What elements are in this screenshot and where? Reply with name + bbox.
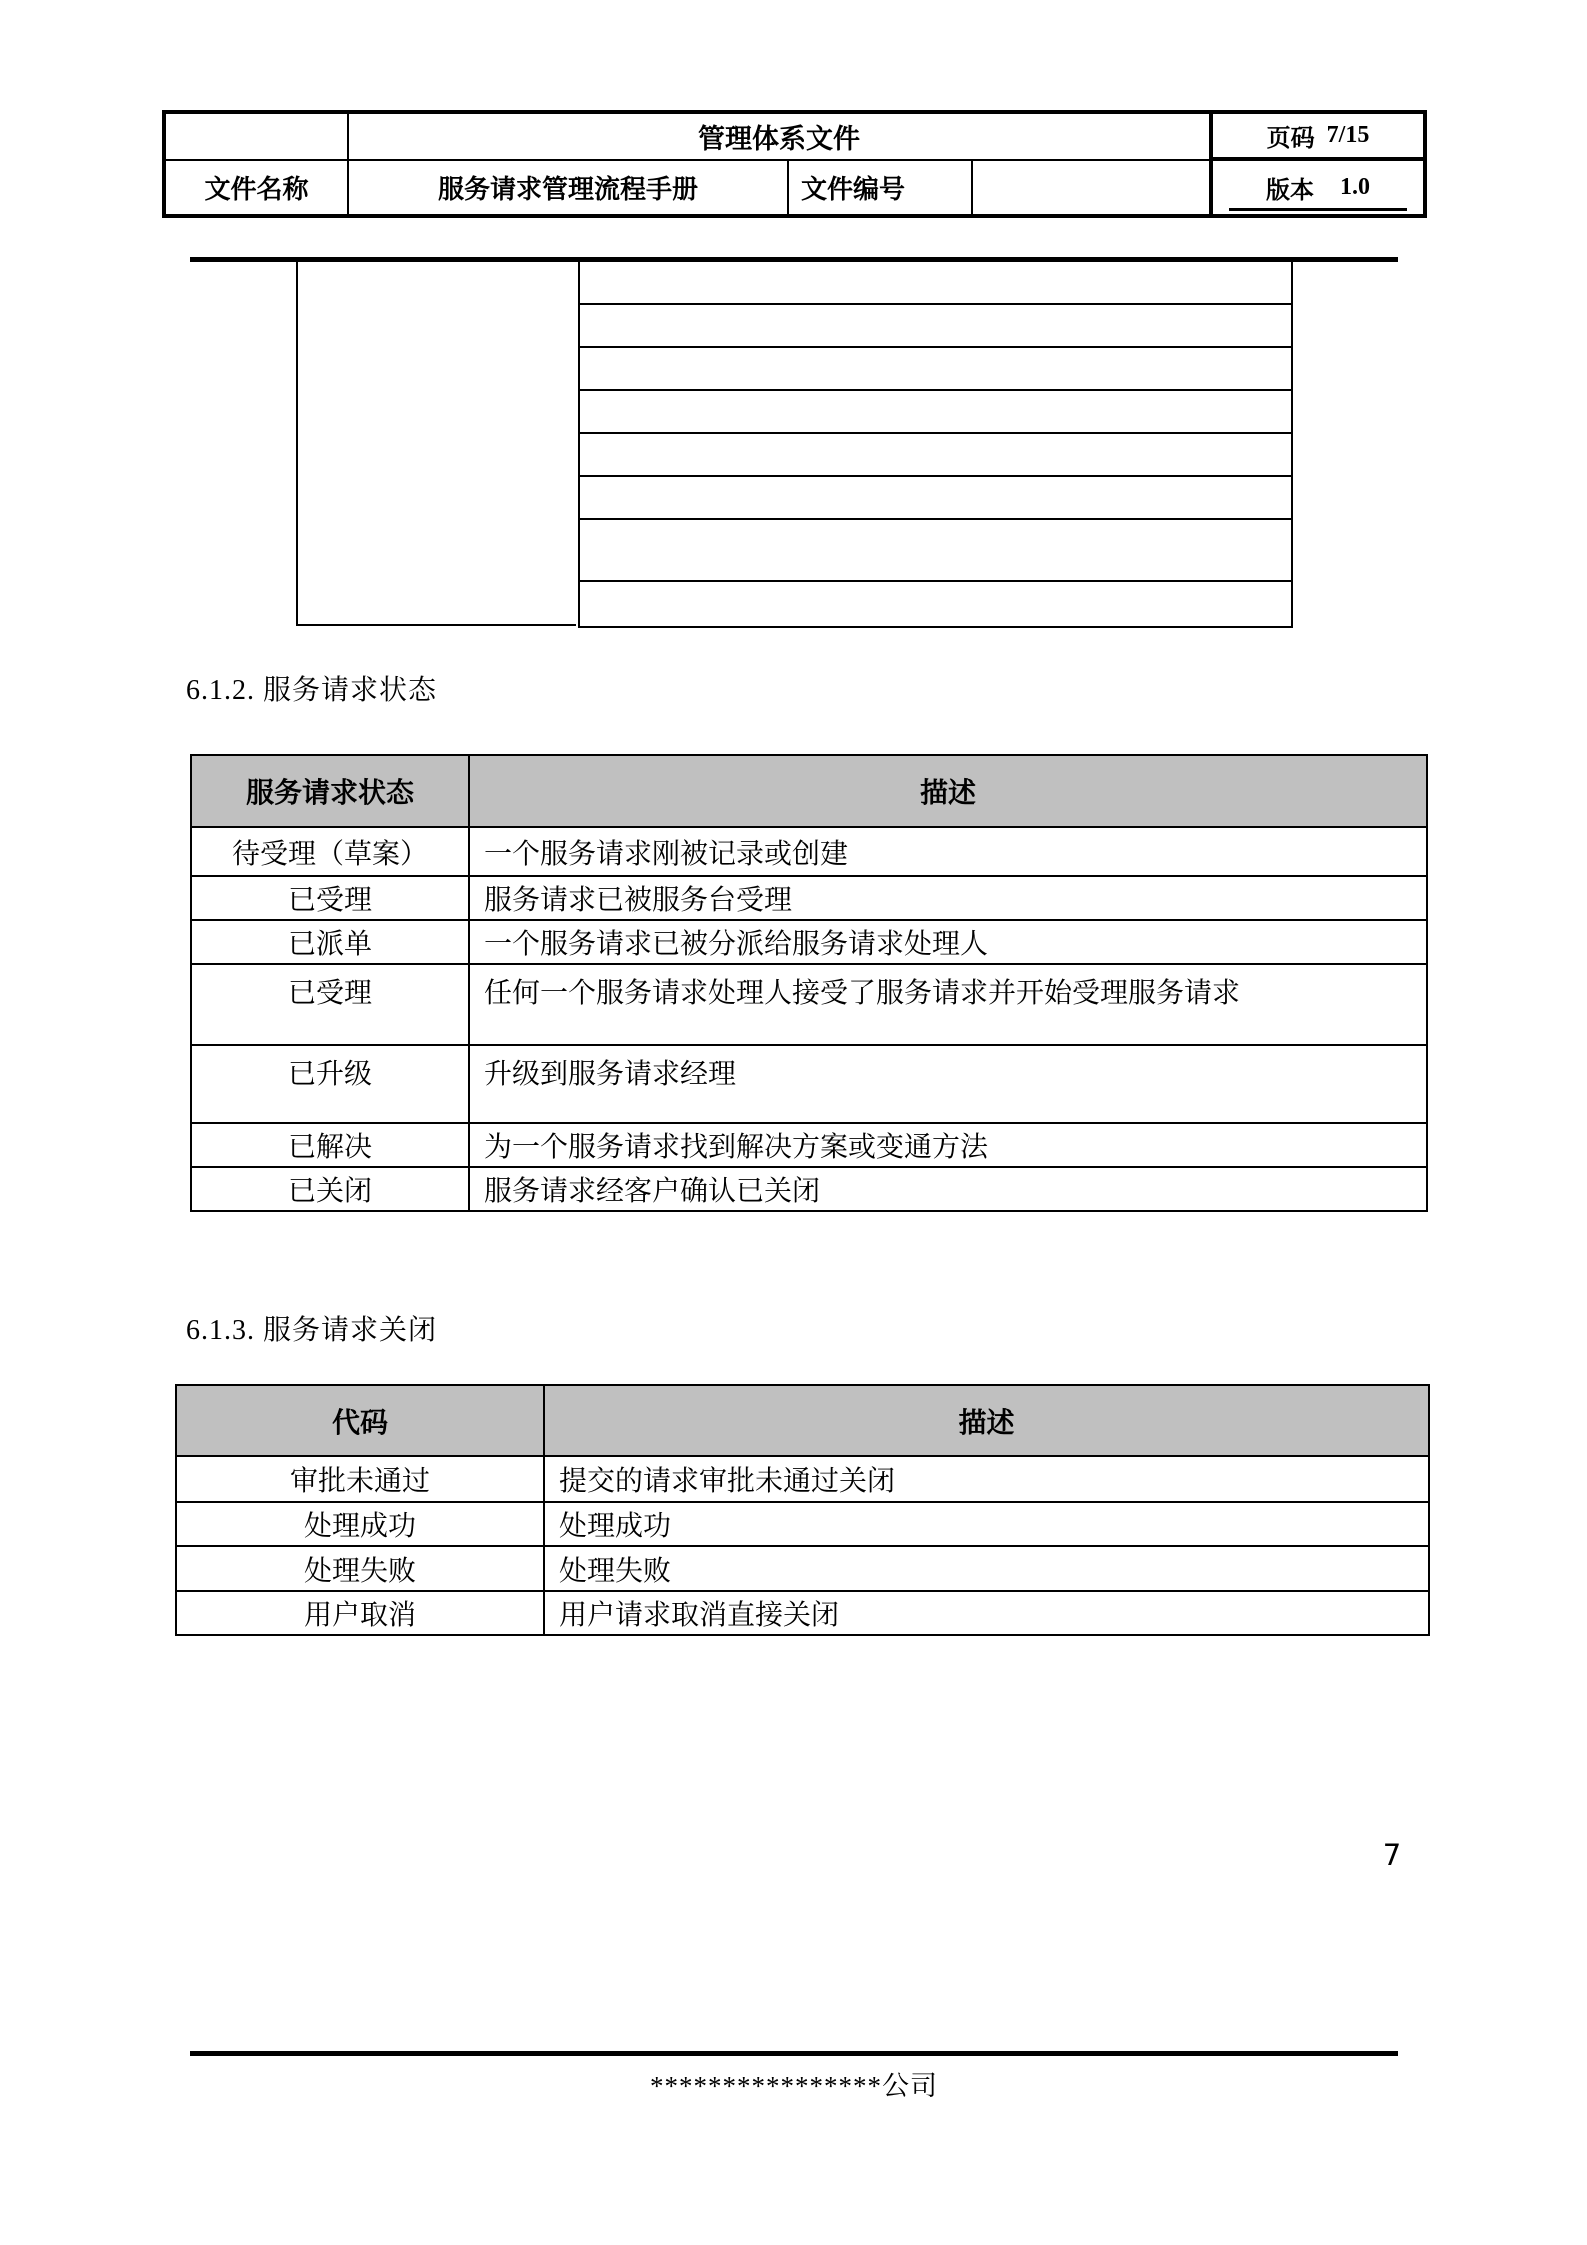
file-name-label: 文件名称 bbox=[166, 161, 349, 214]
section-heading-service-request-status: 6.1.2. 服务请求状态 bbox=[186, 675, 438, 706]
table-row bbox=[191, 920, 1427, 964]
version-value: 1.0 bbox=[1340, 174, 1370, 200]
status-cell: 待受理（草案） bbox=[191, 827, 469, 876]
service-request-close-table bbox=[175, 1384, 1430, 1636]
description-column-header: 描述 bbox=[469, 755, 1427, 827]
continued-table-rows bbox=[578, 262, 1293, 628]
continued-table-empty-row bbox=[580, 477, 1291, 520]
status-cell: 已受理 bbox=[191, 964, 469, 1045]
footer-rule bbox=[190, 2051, 1398, 2056]
page-number: 7 bbox=[1382, 1838, 1402, 1872]
doc-header-page-cell bbox=[1209, 114, 1423, 161]
continued-table-empty-row bbox=[580, 520, 1291, 582]
file-name-value: 服务请求管理流程手册 bbox=[349, 161, 789, 214]
continued-table-empty-row bbox=[580, 391, 1291, 434]
code-cell: 用户取消 bbox=[176, 1591, 544, 1635]
code-cell: 处理成功 bbox=[176, 1502, 544, 1546]
table-row bbox=[176, 1502, 1429, 1546]
table-row bbox=[191, 876, 1427, 920]
doc-type-title: 管理体系文件 bbox=[349, 114, 1209, 161]
code-column-header: 代码 bbox=[176, 1385, 544, 1456]
version-label: 版本 bbox=[1266, 178, 1314, 204]
description-cell: 处理失败 bbox=[544, 1546, 1429, 1591]
table-row bbox=[176, 1591, 1429, 1635]
status-cell: 已解决 bbox=[191, 1123, 469, 1167]
table-row bbox=[191, 1167, 1427, 1211]
table-row bbox=[191, 1123, 1427, 1167]
description-cell: 一个服务请求已被分派给服务请求处理人 bbox=[469, 920, 1427, 964]
description-cell: 用户请求取消直接关闭 bbox=[544, 1591, 1429, 1635]
doc-header-empty-cell bbox=[166, 114, 349, 161]
code-cell: 审批未通过 bbox=[176, 1456, 544, 1502]
continued-table-empty-row bbox=[580, 305, 1291, 348]
description-cell: 服务请求经客户确认已关闭 bbox=[469, 1167, 1427, 1211]
status-cell: 已派单 bbox=[191, 920, 469, 964]
status-cell: 已升级 bbox=[191, 1045, 469, 1123]
table-row bbox=[176, 1546, 1429, 1591]
doc-header-table bbox=[162, 110, 1427, 218]
description-cell: 处理成功 bbox=[544, 1502, 1429, 1546]
doc-header-version-cell bbox=[1209, 161, 1423, 214]
table-row bbox=[191, 1045, 1427, 1123]
table-header-row bbox=[191, 755, 1427, 827]
continued-table-left-cell bbox=[296, 262, 576, 626]
page-label: 页码 bbox=[1266, 126, 1315, 152]
description-cell: 升级到服务请求经理 bbox=[469, 1045, 1427, 1123]
description-cell: 任何一个服务请求处理人接受了服务请求并开始受理服务请求 bbox=[469, 964, 1427, 1045]
status-cell: 已受理 bbox=[191, 876, 469, 920]
continued-table-empty-row bbox=[580, 582, 1291, 626]
description-cell: 提交的请求审批未通过关闭 bbox=[544, 1456, 1429, 1502]
code-cell: 处理失败 bbox=[176, 1546, 544, 1591]
section-heading-service-request-close: 6.1.3. 服务请求关闭 bbox=[186, 1315, 438, 1346]
continued-table-empty-row bbox=[580, 348, 1291, 391]
page-value: 7/15 bbox=[1326, 122, 1370, 148]
continued-table-empty-row bbox=[580, 434, 1291, 477]
description-cell: 为一个服务请求找到解决方案或变通方法 bbox=[469, 1123, 1427, 1167]
description-column-header: 描述 bbox=[544, 1385, 1429, 1456]
company-name: ****************公司 bbox=[650, 2071, 938, 2101]
table-row bbox=[176, 1456, 1429, 1502]
status-column-header: 服务请求状态 bbox=[191, 755, 469, 827]
description-cell: 服务请求已被服务台受理 bbox=[469, 876, 1427, 920]
table-header-row bbox=[176, 1385, 1429, 1456]
file-number-label: 文件编号 bbox=[789, 161, 973, 214]
continued-table-empty-row bbox=[580, 262, 1291, 305]
table-row bbox=[191, 964, 1427, 1045]
status-cell: 已关闭 bbox=[191, 1167, 469, 1211]
service-request-status-table bbox=[190, 754, 1428, 1212]
file-number-value bbox=[973, 161, 1209, 214]
table-row bbox=[191, 827, 1427, 876]
description-cell: 一个服务请求刚被记录或创建 bbox=[469, 827, 1427, 876]
